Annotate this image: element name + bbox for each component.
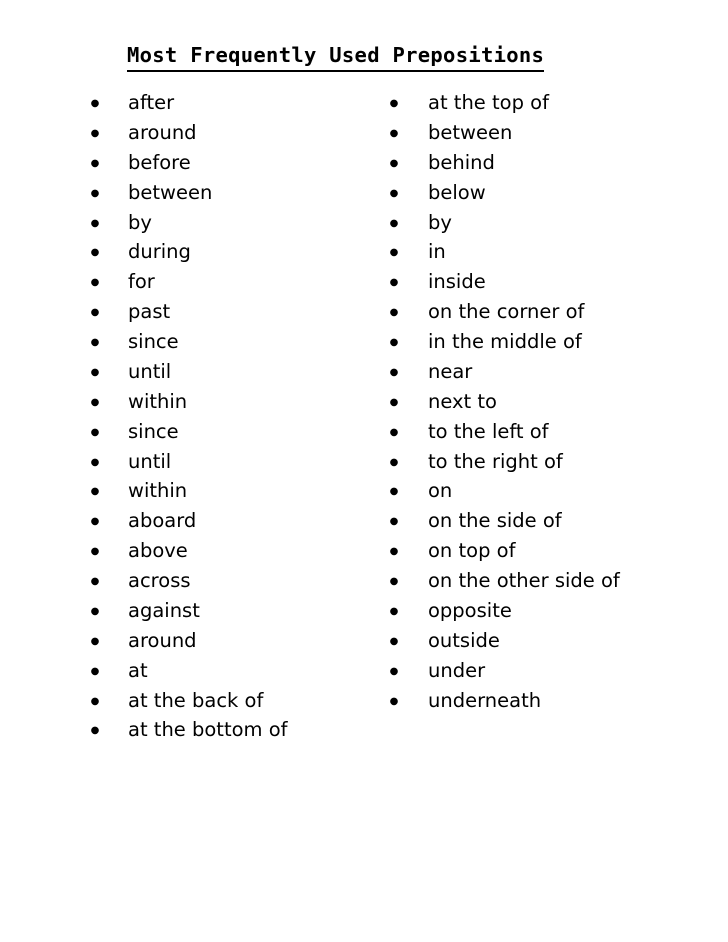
preposition-label: against: [128, 598, 200, 622]
bullet-icon: ●: [389, 516, 399, 528]
bullet-icon: ●: [90, 695, 100, 707]
bullet-icon: ●: [389, 576, 399, 587]
bullet-icon: ●: [90, 157, 100, 169]
bullet-icon: ●: [90, 576, 100, 587]
preposition-label: at the back of: [128, 688, 264, 712]
preposition-label: around: [128, 120, 197, 144]
bullet-icon: ●: [389, 98, 399, 109]
preposition-label: below: [428, 180, 486, 204]
preposition-label: on the side of: [428, 509, 562, 533]
preposition-label: between: [428, 120, 513, 144]
bullet-icon: ●: [90, 187, 100, 199]
preposition-label: during: [128, 240, 191, 264]
bullet-icon: ●: [389, 695, 399, 707]
bullet-icon: ●: [389, 605, 399, 617]
bullet-icon: ●: [90, 426, 100, 438]
preposition-label: until: [128, 449, 172, 473]
preposition-label: at the bottom of: [128, 718, 288, 742]
preposition-label: behind: [428, 150, 495, 174]
bullet-icon: ●: [389, 546, 399, 558]
bullet-icon: ●: [90, 456, 100, 468]
bullet-icon: ●: [389, 277, 399, 289]
preposition-label: between: [128, 180, 213, 204]
bullet-icon: ●: [90, 337, 100, 348]
preposition-label: outside: [428, 628, 500, 652]
preposition-label: above: [128, 539, 188, 563]
bullet-icon: ●: [389, 635, 399, 647]
preposition-label: near: [428, 359, 473, 383]
bullet-icon: ●: [389, 665, 399, 677]
preposition-label: within: [128, 479, 188, 503]
preposition-label: until: [128, 359, 172, 383]
bullet-icon: ●: [389, 396, 399, 408]
bullet-icon: ●: [389, 456, 399, 468]
preposition-label: across: [128, 569, 191, 592]
bullet-icon: ●: [90, 396, 100, 408]
bullet-icon: ●: [389, 366, 399, 378]
preposition-label: on the other side of: [428, 569, 620, 592]
preposition-label: opposite: [428, 598, 512, 622]
bullet-icon: ●: [90, 217, 100, 229]
preposition-label: before: [128, 150, 191, 174]
preposition-label: by: [128, 210, 152, 234]
bullet-icon: ●: [389, 307, 399, 319]
bullet-icon: ●: [90, 516, 100, 528]
bullet-icon: ●: [90, 486, 100, 498]
bullet-icon: ●: [90, 725, 100, 737]
bullet-icon: ●: [389, 486, 399, 498]
bullet-icon: ●: [389, 187, 399, 199]
bullet-icon: ●: [389, 157, 399, 169]
preposition-label: for: [128, 270, 155, 294]
bullet-icon: ●: [90, 366, 100, 378]
preposition-label: within: [128, 389, 188, 413]
preposition-label: in the middle of: [428, 330, 582, 353]
preposition-label: next to: [428, 389, 497, 413]
bullet-icon: ●: [90, 546, 100, 558]
bullet-icon: ●: [90, 605, 100, 617]
bullet-icon: ●: [389, 426, 399, 438]
bullet-icon: ●: [90, 635, 100, 647]
preposition-label: aboard: [128, 509, 197, 533]
preposition-label: by: [428, 210, 452, 234]
preposition-label: on top of: [428, 539, 516, 563]
preposition-label: on: [428, 479, 453, 503]
preposition-label: on the corner of: [428, 300, 585, 324]
preposition-label: around: [128, 628, 197, 652]
preposition-label: at the top of: [428, 91, 549, 114]
page-title: Most Frequently Used Prepositions: [127, 40, 544, 72]
preposition-label: since: [128, 419, 179, 443]
preposition-label: to the left of: [428, 419, 549, 443]
preposition-label: in: [428, 240, 446, 264]
preposition-label: underneath: [428, 688, 542, 712]
preposition-label: inside: [428, 270, 486, 294]
preposition-label: under: [428, 658, 486, 682]
bullet-icon: ●: [90, 98, 100, 109]
preposition-label: to the right of: [428, 449, 563, 473]
bullet-icon: ●: [389, 247, 399, 259]
bullet-icon: ●: [90, 247, 100, 259]
bullet-icon: ●: [90, 277, 100, 289]
bullet-icon: ●: [90, 127, 100, 139]
bullet-icon: ●: [389, 217, 399, 229]
preposition-label: since: [128, 330, 179, 353]
bullet-icon: ●: [90, 665, 100, 677]
preposition-label: at: [128, 658, 148, 682]
preposition-label: past: [128, 300, 171, 324]
bullet-icon: ●: [90, 307, 100, 319]
bullet-icon: ●: [389, 337, 399, 348]
preposition-label: after: [128, 91, 175, 114]
bullet-icon: ●: [389, 127, 399, 139]
